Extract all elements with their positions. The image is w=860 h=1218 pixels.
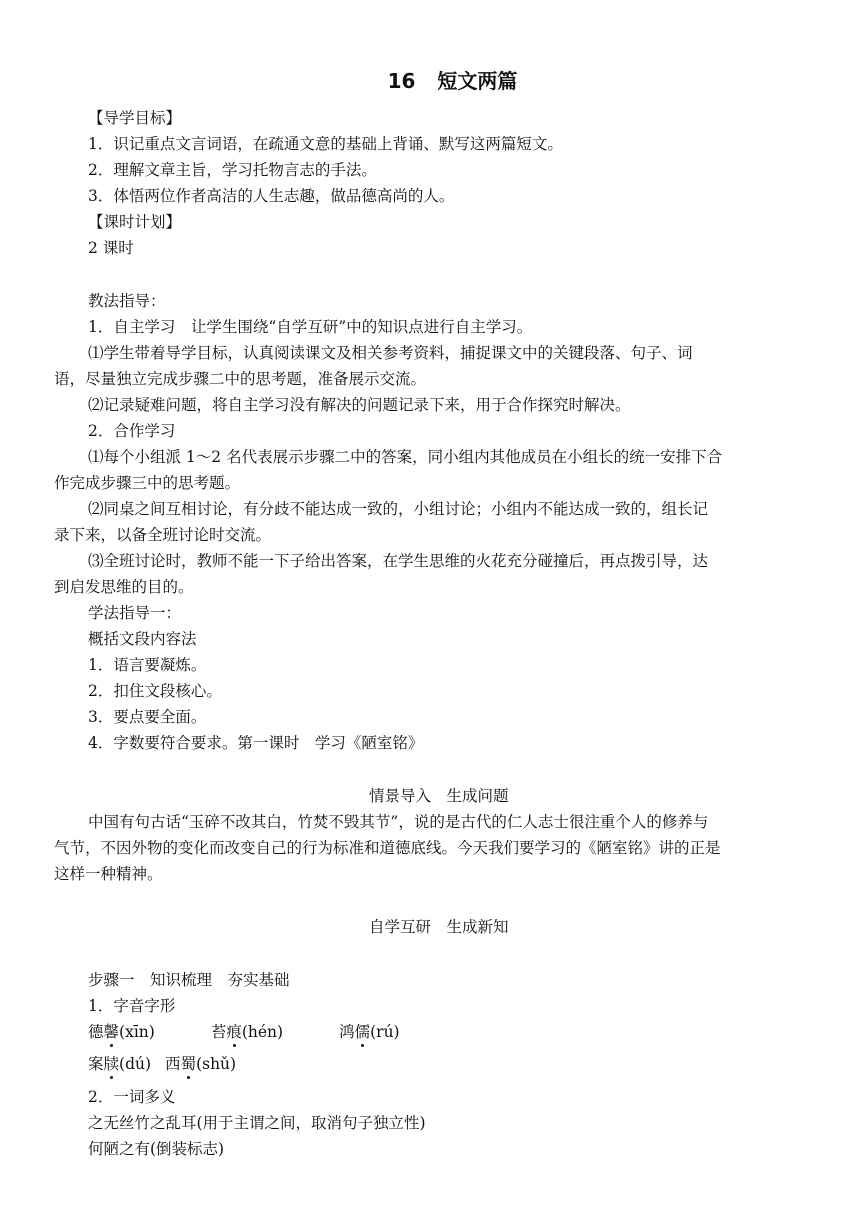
teaching-paragraph: ⑵记录疑难问题，将自主学习没有解决的问题记录下来，用于合作探究时解决。 <box>88 396 631 414</box>
pronunciation-row <box>88 1022 400 1042</box>
study-heading: 学法指导一： <box>88 604 182 622</box>
teaching-heading: 教法指导： <box>88 292 166 310</box>
section-heading-intro: 情景导入 生成问题 <box>369 787 509 805</box>
section-heading-self-study: 自学互研 生成新知 <box>369 918 509 936</box>
teaching-paragraph: 2．合作学习 <box>88 422 176 440</box>
intro-paragraph: 这样一种精神。 <box>54 865 163 883</box>
teaching-paragraph: ⑴学生带着导学目标，认真阅读课文及相关参考资料，捕捉课文中的关键段落、句子、词 <box>88 344 693 362</box>
teaching-paragraph: ⑴每个小组派 1～2 名代表展示步骤二中的答案，同小组内其他成员在小组长的统一安排下合 <box>88 448 723 466</box>
intro-paragraph: 气节，不因外物的变化而改变自己的行为标准和道德底线。今天我们要学习的《陋室铭》讲的正是 <box>54 839 721 857</box>
goal-item: 1．识记重点文言词语，在疏通文意的基础上背诵、默写这两篇短文。 <box>88 135 563 153</box>
teaching-paragraph: ⑶全班讨论时，教师不能一下子给出答案，在学生思维的火花充分碰撞后，再点拨引导，达 <box>88 552 709 570</box>
teaching-paragraph: 语，尽量独立完成步骤二中的思考题，准备展示交流。 <box>54 370 427 388</box>
pronunciation-row <box>88 1054 236 1074</box>
plan-value: 2 课时 <box>88 239 134 257</box>
study-item: 4．字数要符合要求。第一课时 学习《陋室铭》 <box>88 734 424 752</box>
emphasis-dot <box>187 1076 190 1079</box>
polysemy-item: 之无丝竹之乱耳(用于主谓之间，取消句子独立性) <box>88 1114 426 1132</box>
lesson-number: 16 <box>387 69 416 93</box>
study-item: 3．要点要全面。 <box>88 708 207 726</box>
polysemy-item: 何陋之有(倒装标志) <box>88 1140 225 1158</box>
teaching-paragraph: 到启发思维的目的。 <box>54 578 194 596</box>
study-item: 1．语言要凝炼。 <box>88 656 207 674</box>
emphasis-dot <box>233 1044 236 1047</box>
goal-item: 2．理解文章主旨，学习托物言志的手法。 <box>88 161 377 179</box>
polysemy-heading: 2．一词多义 <box>88 1088 176 1106</box>
lesson-title: 短文两篇 <box>437 69 518 93</box>
plan-heading: 【课时计划】 <box>88 213 182 231</box>
pronunciation-item: 案牍 (dú) <box>88 1055 151 1073</box>
page-title <box>0 68 860 94</box>
emphasis-dot <box>361 1044 364 1047</box>
step-heading: 步骤一 知识梳理 夯实基础 <box>88 971 290 989</box>
pronunciation-item: 苔痕 (hén) <box>211 1023 283 1041</box>
teaching-paragraph: 录下来，以备全班讨论时交流。 <box>54 526 272 544</box>
emphasis-dot <box>110 1076 113 1079</box>
pronunciation-item: 鸿儒 (rú) <box>339 1023 400 1041</box>
pronunciation-heading: 1．字音字形 <box>88 997 176 1015</box>
goal-item: 3．体悟两位作者高洁的人生志趣，做品德高尚的人。 <box>88 187 455 205</box>
teaching-paragraph: 1．自主学习 让学生围绕“自学互研”中的知识点进行自主学习。 <box>88 318 533 336</box>
goals-heading: 【导学目标】 <box>88 109 182 127</box>
pronunciation-item: 德馨 (xīn) <box>88 1023 155 1041</box>
study-method: 概括文段内容法 <box>88 630 197 648</box>
teaching-paragraph: 作完成步骤三中的思考题。 <box>54 474 241 492</box>
study-item: 2．扣住文段核心。 <box>88 682 222 700</box>
intro-paragraph: 中国有句古话“玉碎不改其白，竹焚不毁其节”，说的是古代的仁人志士很注重个人的修养与 <box>88 813 709 831</box>
teaching-paragraph: ⑵同桌之间互相讨论，有分歧不能达成一致的，小组讨论；小组内不能达成一致的，组长记 <box>88 500 709 518</box>
pronunciation-item: 西蜀 (shǔ) <box>165 1055 236 1073</box>
emphasis-dot <box>110 1044 113 1047</box>
